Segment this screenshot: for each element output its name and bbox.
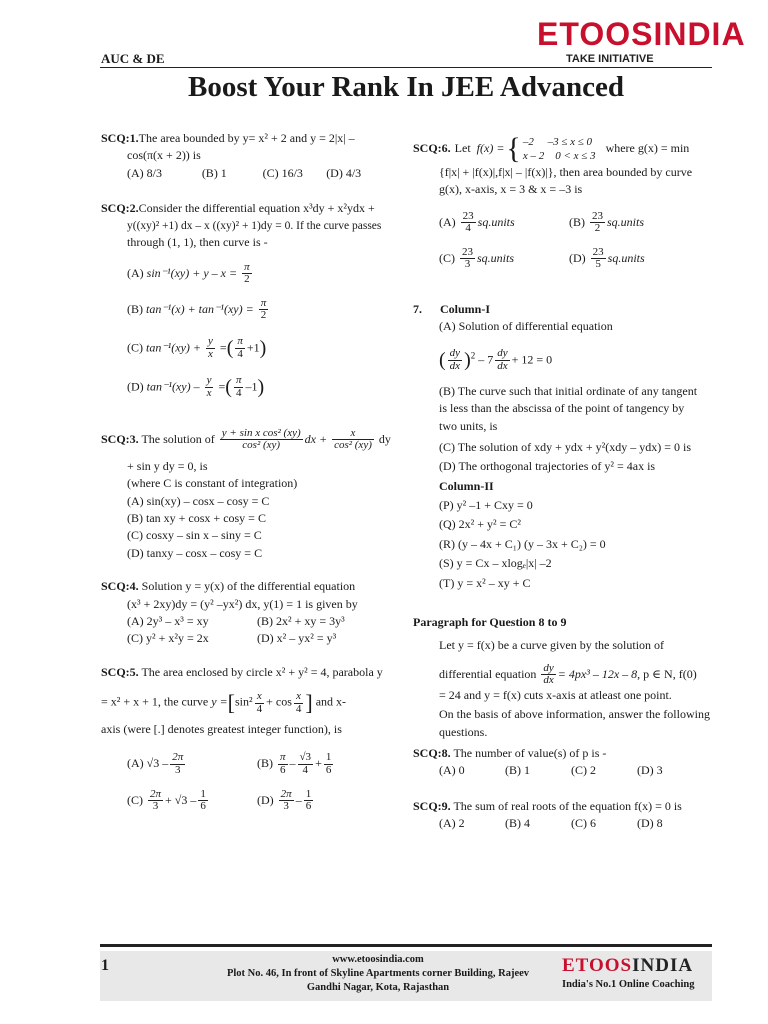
q3-option-b[interactable]: (B) tan xy + cosx + cosy = C [127,511,266,526]
question-8: SCQ:8. The number of value(s) of p is - (A) 0 (B) 1 (C) 2 (D) 3 [413,745,713,780]
q8-option-a[interactable]: (A) 0 [439,763,465,778]
question-4: SCQ:4. Solution y = y(x) of the differential equation (x³ + 2xy)dy = (y² –yx²) dx, y(1) = 1 is given by (A) 2y³ – x³ = xy (B) 2x² + xy = 3y³ (C) y² + x²y = 2x (D) x² – yx² = y³ [101,578,401,648]
q4-option-d[interactable]: (D) x² – yx² = y³ [257,631,337,646]
question-3: SCQ:3. The solution of $\frac{\text{y + sin x cos² (xy)}}{\text{cos² (xy)}}$ dx + $\frac{x}{\text{cos² (xy)}}$ dy + sin y dy = 0, is (where C is constant of integration) (A) sin(xy) – cosx – cosy = C (B) tan xy + cosx + cosy = C (C) cosxy – sin x – siny = C (D) tanxy – cosx – cosy = C [101,428,401,562]
footer-brand-logo: ETOOSINDIA [562,955,694,976]
q7-equation: ( $\frac{dy}{dx}$ )$^2$ – 7 $\frac{dy}{dx}$ + 12 = 0 [439,347,553,372]
q4-option-a[interactable]: (A) 2y³ – x³ = xy [127,614,209,629]
q6-option-d[interactable]: (D) $\frac{23}{5}$ sq.units [569,245,645,271]
q4-option-b[interactable]: (B) 2x² + xy = 3y³ [257,614,345,629]
q8-option-d[interactable]: (D) 3 [637,763,663,778]
q7-column2-s: (S) y = Cx – xlogₑ|x| –2 [439,556,552,571]
q8-option-c[interactable]: (C) 2 [571,763,596,778]
q5-option-a[interactable]: (A) √3 – $\frac{2\pi}{3}$ [127,751,184,777]
q6-option-c[interactable]: (C) $\frac{23}{3}$ sq.units [439,245,515,271]
question-1: SCQ:1.The area bounded by y= x² + 2 and y = 2|x| – cos(π(x + 2)) is (A) 8/3 (B) 1 (C) 16/3 (D) 4/3 [101,130,401,182]
q7-column2-r: (R) (y – 4x + C₁) (y – 3x + C₂) = 0 [439,536,606,551]
footer-rule [100,944,712,947]
q7-column2-p: (P) y² –1 + Cxy = 0 [439,498,533,513]
brand-tagline: TAKE INITIATIVE [566,53,654,65]
q9-option-a[interactable]: (A) 2 [439,816,465,831]
question-7: 7. Column-I (A) Solution of differential equation ( $\frac{dy}{dx}$ )$^2$ – 7 $\frac{dy}{dx}$ + 12 = 0 (B) The curve such that initial ordinate of any tangent is less than the abscissa of the point of tangency by two units, is (C) The solution of xdy + ydx + y²(xdy – ydx) = 0 is (D) The orthogonal trajectories of y² = 4ax is Column-II (P) y² –1 + Cxy = 0 (Q) 2x² + y² = C² (R) (y – 4x + C₁) (y – 3x + C₂) = 0 (S) y = Cx – xlogₑ|x| –2 (T) y = x² – xy + C [413,301,713,592]
q2-option-b[interactable]: (B) tan⁻¹(x) + tan⁻¹(xy) = $\frac{\pi}{2}$ [127,296,267,322]
q6-option-b[interactable]: (B) $\frac{23}{2}$ sq.units [569,209,645,235]
left-column [101,130,401,813]
q1-option-c[interactable]: (C) 16/3 [262,165,303,180]
question-6: SCQ:6. Let f(x) = { –2 –3 ≤ x ≤ 0 x – 2 0 < x ≤ 3 where g(x) = min {f|x| + |f(x)|,f|x| – |f(x)|}, then area bounded by curve g(x), x-axis, x = 3 & x = –3 is (A) $\frac{23}{4}$ sq.units (B) $\frac{23}{2}$ sq.units (C) $\frac{23}{3}$ sq.units (D) $\frac{23}{5}$ sq.units [413,132,693,271]
q1-option-a[interactable]: (A) 8/3 [127,165,162,180]
q4-option-c[interactable]: (C) y² + x²y = 2x [127,631,209,646]
footer-tagline: India's No.1 Online Coaching [562,979,695,990]
question-5: SCQ:5. The area enclosed by circle x² + y² = 4, parabola y = x² + x + 1, the curve y =[sin² $\frac{x}{4}$ + cos $\frac{x}{4}$ ] and x- axis (were [.] denotes greatest integer function), is (A) √3 – $\frac{2\pi}{3}$ (B) $\frac{\pi}{6}$ – $\frac{√3}{4}$ + $\frac{1}{6}$ (C) $\frac{2\pi}{3}$ + √3 – $\frac{1}{6}$ (D) $\frac{2\pi}{3}$ – $\frac{1}{6}$ [101,664,383,813]
q1-option-d[interactable]: (D) 4/3 [326,165,362,180]
q8-option-b[interactable]: (B) 1 [505,763,530,778]
q2-option-a[interactable]: (A) sin⁻¹(xy) + y – x = $\frac{\pi}{2}$ [127,260,250,286]
q5-option-c[interactable]: (C) $\frac{2\pi}{3}$ + √3 – $\frac{1}{6}$ [127,787,206,813]
question-9: SCQ:9. The sum of real roots of the equation f(x) = 0 is (A) 2 (B) 4 (C) 6 (D) 8 [413,798,713,833]
q7-column1-b: (B) The curve such that initial ordinate of any tangent [439,383,698,398]
header-rule [100,67,712,68]
q7-column2-q: (Q) 2x² + y² = C² [439,517,521,532]
q1-options [101,165,401,182]
question-2: SCQ:2.Consider the differential equation x³dy + x²ydx + y((xy)² +1) dx – x ((xy)² + 1)dy = 0. If the curve passes through (1, 1), then curve is - (A) sin⁻¹(xy) + y – x = $\frac{\pi}{2}$ (B) tan⁻¹(x) + tan⁻¹(xy) = $\frac{\pi}{2}$ (C) tan⁻¹(xy) + $\frac{y}{x}$ =( $\frac{\pi}{4}$ +1) (D) tan⁻¹(xy) – $\frac{y}{x}$ =( $\frac{\pi}{4}$ –1) [101,200,401,402]
q9-option-b[interactable]: (B) 4 [505,816,530,831]
header-subject: AUC & DE [101,51,165,66]
footer-website[interactable]: www.etoosindia.com [332,954,424,965]
q3-option-c[interactable]: (C) cosxy – sin x – siny = C [127,528,262,543]
q1-option-b[interactable]: (B) 1 [201,165,227,180]
footer-address: www.etoosindia.com Plot No. 46, In front of Skyline Apartments corner Building, Rajeev Gandhi Nagar, Kota, Rajasthan [200,953,556,996]
paragraph-8-9: Paragraph for Question 8 to 9 Let y = f(x) be a curve given by the solution of differential equation $\frac{dy}{dx}$ = 4px³ – 12x – 8, p ∈ N, f(0) = 24 and y = f(x) cuts x-axis at atleast one point. On the basis of above information, answer the following questions. [413,615,710,739]
brand-logo: ETOOSINDIA [537,16,746,52]
right-column [413,134,713,833]
q5-option-b[interactable]: (B) $\frac{\pi}{6}$ – $\frac{√3}{4}$ + $\frac{1}{6}$ [257,751,332,777]
page-number: 1 [101,957,109,974]
q3-option-d[interactable]: (D) tanxy – cosx – cosy = C [127,545,263,560]
q9-option-c[interactable]: (C) 6 [571,816,596,831]
q7-column1-d: (D) The orthogonal trajectories of y² = 4ax is [439,459,656,474]
q3-option-a[interactable]: (A) sin(xy) – cosx – cosy = C [127,493,270,508]
q7-column1-c: (C) The solution of xdy + ydx + y²(xdy – ydx) = 0 is [439,439,691,454]
q5-option-d[interactable]: (D) $\frac{2\pi}{3}$ – $\frac{1}{6}$ [257,787,312,813]
page-title: Boost Your Rank In JEE Advanced [188,71,624,103]
q7-column1-a: (A) Solution of differential equation [439,319,613,334]
q7-column2-t: (T) y = x² – xy + C [439,575,531,590]
q6-option-a[interactable]: (A) $\frac{23}{4}$ sq.units [439,209,515,235]
q2-option-d[interactable]: (D) tan⁻¹(xy) – $\frac{y}{x}$ =( $\frac{\pi}{4}$ –1) [127,374,265,399]
q2-option-c[interactable]: (C) tan⁻¹(xy) + $\frac{y}{x}$ =( $\frac{\pi}{4}$ +1) [127,335,267,360]
q9-option-d[interactable]: (D) 8 [637,816,663,831]
